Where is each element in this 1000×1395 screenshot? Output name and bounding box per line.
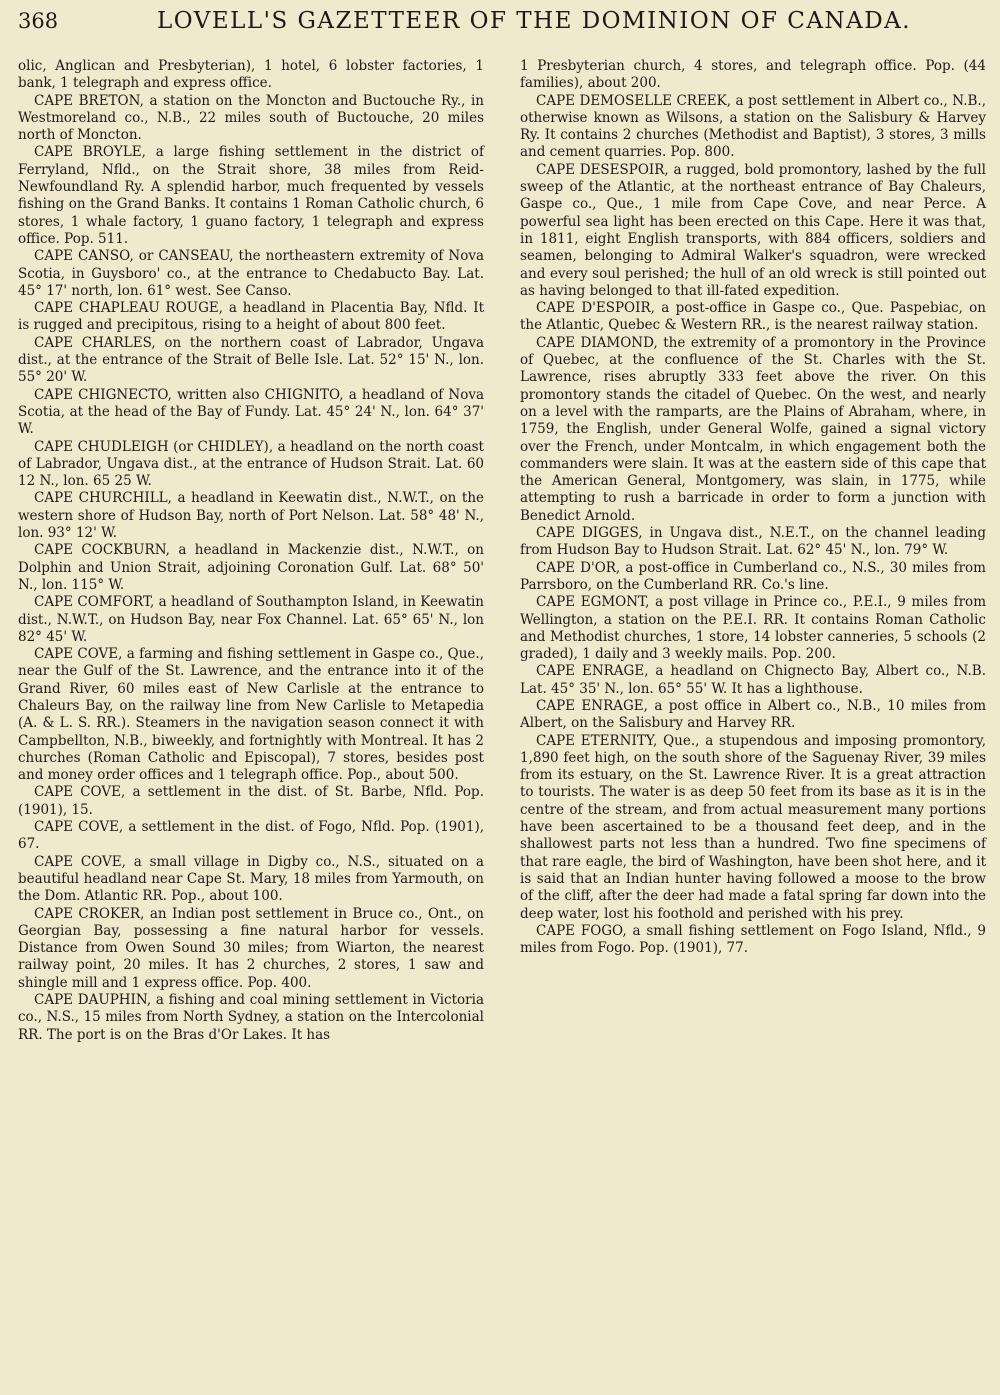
entry-text: (or CHIDLEY), a headland on the north coast of Labrador, Ungava dist., at the entrance of Hudson Strait. Lat. 60 12 N., lon. 65 25 W. [18, 438, 484, 490]
entry-text: a small fishing settlement on Fogo Island, Nfld., 9 miles from Fogo. Pop. (1901), 77. [520, 922, 986, 957]
gazetteer-entry [520, 733, 986, 923]
gazetteer-entry [18, 93, 484, 145]
entry-headword: CAPE CHARLES, [34, 334, 156, 351]
gazetteer-entry [520, 663, 986, 698]
gazetteer-entry [18, 248, 484, 300]
entry-text: a post-office in Gaspe co., Que. Paspebiac, on the Atlantic, Quebec & Western RR., is the nearest railway station. [520, 300, 986, 334]
entry-headword: CAPE CHAPLEAU ROUGE, [34, 300, 224, 317]
entry-text: written also CHIGNITO, a headland of Nova Scotia, at the head of the Bay of Fundy. Lat. 45° 24' N., lon. 64° 37' W. [18, 386, 484, 438]
gazetteer-entry [18, 992, 484, 1044]
left-column [18, 58, 484, 1044]
gazetteer-entry [18, 300, 484, 335]
entry-headword: CAPE COVE, [34, 646, 123, 663]
entry-text: a rugged, bold promontory, lashed by the full sweep of the Atlantic, at the northeast entrance of Bay Chaleurs, Gaspe co., Que., 1 mile from Cape Cove, and near Perce. A powerful sea light has been erected on this Cape. Here it was that, in 1811, eight English transports, with 884 officers, soldiers and seamen, belonging to Admiral Walker's squadron, were wrecked and every soul perished; the hull of an old wreck is still pointed out as having belonged to that ill-fated expedition. [520, 161, 986, 299]
right-column [520, 58, 986, 1044]
entry-headword: CAPE ENRAGE, [536, 663, 649, 680]
entry-headword: CAPE BRETON, [34, 92, 144, 109]
entry-text: a headland in Placentia Bay, Nfld. It is rugged and precipitous, rising to a height of about 800 feet. [18, 300, 485, 334]
entry-text: a settlement in the dist. of St. Barbe, Nfld. Pop. (1901), 15. [18, 784, 484, 818]
entry-headword: CAPE D'OR, [536, 559, 621, 576]
gazetteer-entry [18, 594, 484, 646]
gazetteer-entry [520, 300, 986, 335]
entry-text: olic, Anglican and Presbyterian), 1 hotel, 6 lobster factories, 1 bank, 1 telegraph and express office. [18, 58, 484, 92]
entry-text: a post village in Prince co., P.E.I., 9 miles from Wellington, a station on the P.E.I. RR. It contains Roman Catholic and Methodist churches, 1 store, 14 lobster canneries, 5 schools (2 graded), 1 daily and 3 weekly mails. Pop. 200. [520, 594, 986, 663]
entry-headword: CAPE DAUPHIN, [34, 992, 152, 1009]
gazetteer-entry [520, 93, 986, 162]
entry-headword: CAPE CANSO, [34, 248, 134, 265]
entry-headword: CAPE D'ESPOIR, [536, 300, 655, 317]
gazetteer-entry [18, 542, 484, 594]
gazetteer-entry [520, 923, 986, 958]
entry-text: an Indian post settlement in Bruce co., Ont., on Georgian Bay, possessing a fine natural harbor for vessels. Distance from Owen Sound 30 miles; from Wiarton, the nearest railway point, 20 miles. It has 2 churches, 2 stores, 1 saw and shingle mill and 1 express office. Pop. 400. [18, 905, 485, 991]
gazetteer-entry [520, 162, 986, 300]
running-title: LOVELL'S GAZETTEER OF THE DOMINION OF CANADA. [156, 8, 912, 34]
entry-headword: CAPE CHUDLEIGH [34, 438, 169, 455]
entry-text: a station on the Moncton and Buctouche Ry., in Westmoreland co., N.B., 22 miles south of Buctouche, 20 miles north of Moncton. [18, 92, 485, 144]
gazetteer-entry [520, 594, 986, 663]
entry-headword: CAPE COVE, [34, 853, 126, 870]
entry-text: a headland in Mackenzie dist., N.W.T., on Dolphin and Union Strait, adjoining Coronation Gulf. Lat. 68° 50' N., lon. 115° W. [18, 542, 484, 593]
gazetteer-entry [18, 854, 484, 906]
entry-text: in Ungava dist., N.E.T., on the channel leading from Hudson Bay to Hudson Strait. Lat. 62° 45' N., lon. 79° W. [520, 525, 986, 559]
entry-headword: CAPE CHIGNECTO, [34, 386, 172, 403]
entry-text: 1 Presbyterian church, 4 stores, and telegraph office. Pop. (44 families), about 200. [520, 58, 986, 92]
entry-headword: CAPE DIGGES, [536, 525, 643, 542]
entry-headword: CAPE ETERNITY, [536, 732, 658, 749]
entry-headword: CAPE FOGO, [536, 922, 627, 939]
entry-headword: CAPE CHURCHILL, [34, 490, 172, 507]
entry-headword: CAPE DIAMOND, [536, 334, 658, 351]
entry-text: on the northern coast of Labrador, Ungava dist., at the entrance of the Strait of Belle Isle. Lat. 52° 15' N., lon. 55° 20' W. [18, 334, 485, 386]
entry-headword: CAPE CROKER, [34, 905, 145, 922]
entry-headword: CAPE DEMOSELLE CREEK, [536, 92, 732, 109]
gazetteer-entry [520, 698, 986, 733]
gazetteer-entry [18, 144, 484, 248]
gazetteer-entry [18, 58, 484, 93]
entry-text: Que., a stupendous and imposing promontory, 1,890 feet high, on the south shore of the Saguenay River, 39 miles from its estuary, on the St. Lawrence River. It is a great attraction to tourists. The water is as deep 50 feet from its base as it is in the centre of the stream, and from actual measurement many portions have been ascertained to be a thousand feet deep, and in the shallowest parts not less than a hundred. Two fine specimens of that rare eagle, the bird of Washington, have been shot here, and it is said that an Indian hunter having followed a moose to the brow of the cliff, after the deer had made a fatal spring far down into the deep water, lost his foothold and perished with his prey. [520, 732, 986, 922]
entry-headword: CAPE COVE, [34, 819, 124, 836]
gazetteer-entry [18, 784, 484, 819]
entry-text: a headland on Chignecto Bay, Albert co., N.B. Lat. 45° 35' N., lon. 65° 55' W. It has a lighthouse. [520, 663, 986, 697]
entry-text: a headland in Keewatin dist., N.W.T., on the western shore of Hudson Bay, north of Port Nelson. Lat. 58° 48' N., lon. 93° 12' W. [18, 490, 485, 542]
entry-headword: CAPE COVE, [34, 784, 126, 801]
entry-text: a fishing and coal mining settlement in Victoria co., N.S., 15 miles from North Sydney, a station on the Intercolonial RR. The port is on the Bras d'Or Lakes. It has [18, 992, 484, 1043]
entry-headword: CAPE BROYLE, [34, 144, 146, 161]
entry-text: a headland of Southampton Island, in Keewatin dist., N.W.T., on Hudson Bay, near Fox Channel. Lat. 65° 65' N., lon 82° 45' W. [18, 594, 485, 645]
entry-text: a small village in Digby co., N.S., situated on a beautiful headland near Cape St. Mary, 18 miles from Yarmouth, on the Dom. Atlantic RR. Pop., about 100. [18, 853, 484, 905]
gazetteer-entry [18, 646, 484, 784]
entry-text: the extremity of a promontory in the Province of Quebec, at the confluence of the St. Charles with the St. Lawrence, rises abruptly 333 feet above the river. On this promontory stands the citadel of Quebec. On the west, and nearly on a level with the ramparts, are the Plains of Abraham, where, in 1759, the English, under General Wolfe, gained a signal victory over the French, under Montcalm, in which engagement both the commanders were slain. It was at the eastern side of this cape that the American General, Montgomery, was slain, in 1775, while attempting to rush a barricade in order to form a junction with Benedict Arnold. [520, 334, 986, 524]
entry-text: a settlement in the dist. of Fogo, Nfld. Pop. (1901), 67. [18, 819, 484, 853]
entry-headword: CAPE COMFORT, [34, 594, 155, 611]
gazetteer-entry [520, 58, 986, 93]
text-columns [18, 58, 986, 1044]
gazetteer-entry [18, 490, 484, 542]
entry-headword: CAPE EGMONT, [536, 594, 650, 611]
gazetteer-entry [18, 906, 484, 992]
entry-text: a post settlement in Albert co., N.B., otherwise known as Wilsons, a station on the Salisbury & Harvey Ry. It contains 2 churches (Methodist and Baptist), 3 stores, 3 mills and cement quarries. Pop. 800. [520, 92, 987, 161]
gazetteer-entry [18, 335, 484, 387]
entry-headword: CAPE COCKBURN, [34, 542, 170, 559]
entry-text: a large fishing settlement in the district of Ferryland, Nfld., on the Strait shore, 38 miles from Reid-Newfoundland Ry. A splendid harbor, much frequented by vessels fishing on the Grand Banks. It contains 1 Roman Catholic church, 6 stores, 1 whale factory, 1 guano factory, 1 telegraph and express office. Pop. 511. [18, 144, 485, 247]
page-number: 368 [18, 9, 59, 33]
entry-text: a farming and fishing settlement in Gaspe co., Que., near the Gulf of the St. Lawrence, and the entrance into it of the Grand River, 60 miles east of New Carlisle at the entrance to Chaleurs Bay, on the railway line from New Carlisle to Metapedia (A. & L. S. RR.). Steamers in the navigation season connect it with Campbellton, N.B., biweekly, and fortnightly with Montreal. It has 2 churches (Roman Catholic and Episcopal), 7 stores, besides post and money order offices and 1 telegraph office. Pop., about 500. [18, 646, 484, 784]
entry-headword: CAPE DESESPOIR, [536, 161, 669, 178]
entry-text: a post office in Albert co., N.B., 10 miles from Albert, on the Salisbury and Harvey RR. [520, 697, 986, 732]
gazetteer-entry [18, 439, 484, 491]
page-header [18, 8, 986, 58]
entry-headword: CAPE ENRAGE, [536, 697, 648, 714]
entry-text: or CANSEAU, the northeastern extremity of Nova Scotia, in Guysboro' co., at the entrance to Chedabucto Bay. Lat. 45° 17' north, lon. 61° west. See Canso. [18, 248, 485, 299]
gazetteer-entry [520, 560, 986, 595]
entry-text: a post-office in Cumberland co., N.S., 30 miles from Parrsboro, on the Cumberland RR. Co.'s line. [520, 559, 986, 593]
gazetteer-entry [520, 335, 986, 525]
gazetteer-entry [18, 819, 484, 854]
gazetteer-entry [18, 387, 484, 439]
gazetteer-entry [520, 525, 986, 560]
